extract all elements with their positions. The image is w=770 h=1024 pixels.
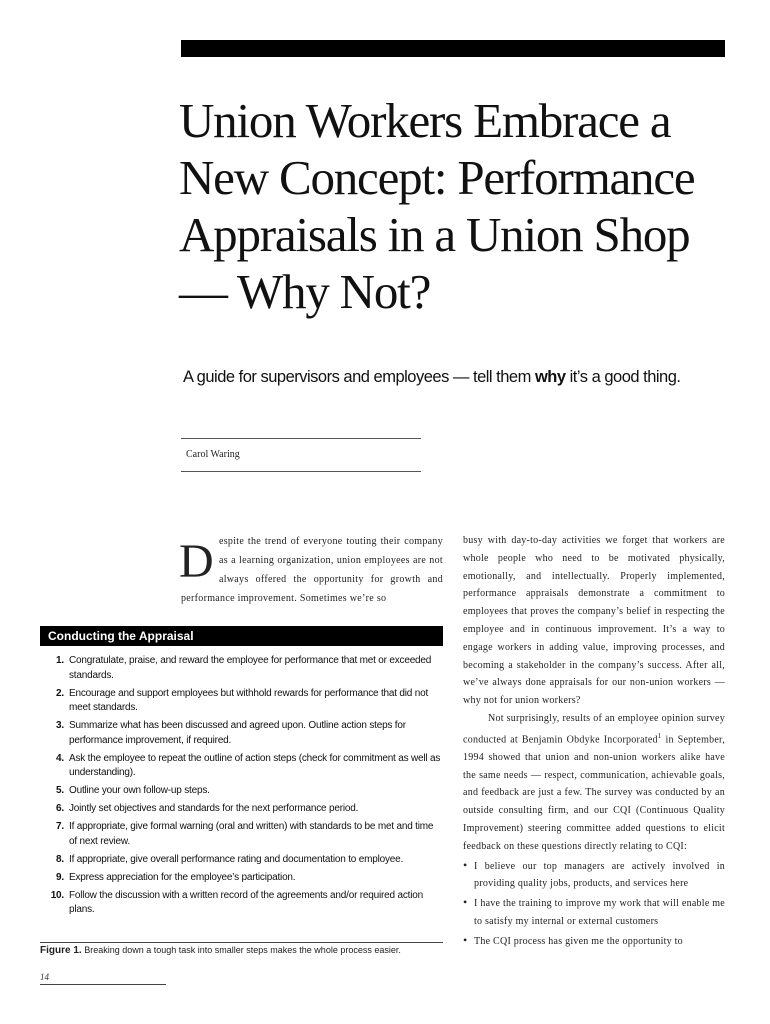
- step-number: 3.: [56, 720, 64, 731]
- subtitle-text: A guide for supervisors and employees — tell them: [183, 368, 535, 386]
- footer-rule: [40, 984, 166, 985]
- step-text: If appropriate, give formal warning (oral and written) with standards to be met and time of next review.: [69, 821, 434, 847]
- paragraph: [463, 710, 725, 856]
- list-item: [42, 687, 443, 716]
- step-number: 7.: [56, 821, 64, 832]
- list-item: [463, 933, 725, 951]
- step-text: Summarize what has been discussed and agreed upon. Outline action steps for performance improvement, if required.: [69, 720, 406, 746]
- list-item: [42, 820, 443, 849]
- bullet-icon: •: [463, 857, 468, 872]
- caption-label: Figure 1.: [40, 945, 82, 956]
- column-1-text: espite the trend of everyone touting their company as a learning organization, union employees are not always offered the opportunity for growth and performance improvement. Sometimes we’re so: [181, 536, 443, 604]
- page-number: 14: [40, 972, 49, 982]
- list-item: [42, 871, 443, 886]
- title-line: — Why Not?: [179, 264, 431, 319]
- step-number: 5.: [56, 785, 64, 796]
- step-number: 4.: [56, 752, 64, 764]
- step-number: 10.: [50, 889, 64, 901]
- step-text: Outline your own follow-up steps.: [69, 785, 210, 796]
- list-item: [463, 858, 725, 894]
- step-number: 6.: [56, 803, 64, 814]
- step-number: 9.: [56, 871, 64, 883]
- list-item-text: I have the training to improve my work that will enable me to satisfy my internal or external customers: [474, 898, 725, 928]
- step-text: Encourage and support employees but withhold rewards for performance that did not meet standards.: [69, 687, 429, 713]
- paragraph-text-cont: in September, 1994 showed that union and non-union workers alike have the same needs — respect, communication, achievable goals, and feedback are just a few. The survey was conducted by an outside consulting firm, and our CQI (Continuous Quality Improvement) steering committee added questions to elicit feedback on these questions directly relating to CQI:: [463, 734, 725, 852]
- list-item-text: I believe our top managers are actively involved in providing quality jobs, products, and services here: [474, 860, 725, 890]
- author-rule-top: [181, 438, 421, 439]
- article-column-2: [463, 532, 725, 951]
- list-item: [42, 654, 443, 683]
- title-line: Appraisals in a Union Shop: [179, 207, 690, 262]
- figure-caption: [40, 945, 401, 956]
- figure-rule: [40, 942, 443, 943]
- paragraph-text: Not surprisingly, results of an employee opinion survey conducted at Benjamin Obdyke Incorporated: [463, 712, 725, 746]
- bullet-icon: •: [463, 895, 468, 910]
- title-line: Union Workers Embrace a: [179, 93, 671, 148]
- footnote-marker: 1: [657, 731, 662, 740]
- list-item: [42, 752, 443, 781]
- sidebar-header: Conducting the Appraisal: [40, 626, 443, 646]
- appraisal-steps-list: [42, 654, 443, 921]
- step-number: 1.: [56, 655, 64, 666]
- list-item: [42, 853, 443, 868]
- author-name: Carol Waring: [186, 449, 240, 460]
- paragraph: busy with day-to-day activities we forget that workers are whole people who need to be motivated physically, emotionally, and intellectually. Properly implemented, performance appraisals demonstrate a commitment to employees that proves the company’s belief in respecting the employee and in continuous improvement. It’s a way to engage workers in adding value, improving processes, and becoming a stakeholder in the company’s success. After all, we’ve always done appraisals for our non-union workers — why not for union workers?: [463, 535, 725, 707]
- title-line: New Concept: Performance: [179, 150, 695, 205]
- list-item: [42, 719, 443, 748]
- article-title: [179, 92, 759, 320]
- header-bar: [181, 40, 725, 57]
- author-rule-bottom: [181, 471, 421, 472]
- step-text: Follow the discussion with a written record of the agreements and/or required action plans.: [69, 889, 423, 915]
- list-item-text: The CQI process has given me the opportunity to: [474, 935, 683, 947]
- step-text: Jointly set objectives and standards for the next performance period.: [69, 803, 359, 814]
- step-number: 8.: [56, 853, 64, 865]
- list-item: [463, 895, 725, 931]
- list-item: [42, 784, 443, 799]
- article-column-1: [181, 532, 443, 608]
- survey-question-list: [463, 858, 725, 951]
- step-text: Ask the employee to repeat the outline of action steps (check for commitment as well as understanding).: [69, 752, 441, 778]
- drop-cap: D: [179, 535, 214, 588]
- step-number: 2.: [56, 687, 64, 699]
- list-item: [42, 889, 443, 918]
- subtitle-emphasis: why: [534, 368, 566, 386]
- list-item: [42, 802, 443, 817]
- step-text: Congratulate, praise, and reward the employee for performance that met or exceeded standards.: [69, 655, 432, 681]
- article-subtitle: [183, 368, 763, 387]
- step-text: If appropriate, give overall performance rating and documentation to employee.: [69, 853, 404, 865]
- subtitle-text-end: it’s a good thing.: [565, 368, 681, 386]
- step-text: Express appreciation for the employee’s participation.: [69, 871, 296, 883]
- bullet-icon: •: [463, 932, 468, 947]
- caption-text: Breaking down a tough task into smaller steps makes the whole process easier.: [81, 945, 401, 955]
